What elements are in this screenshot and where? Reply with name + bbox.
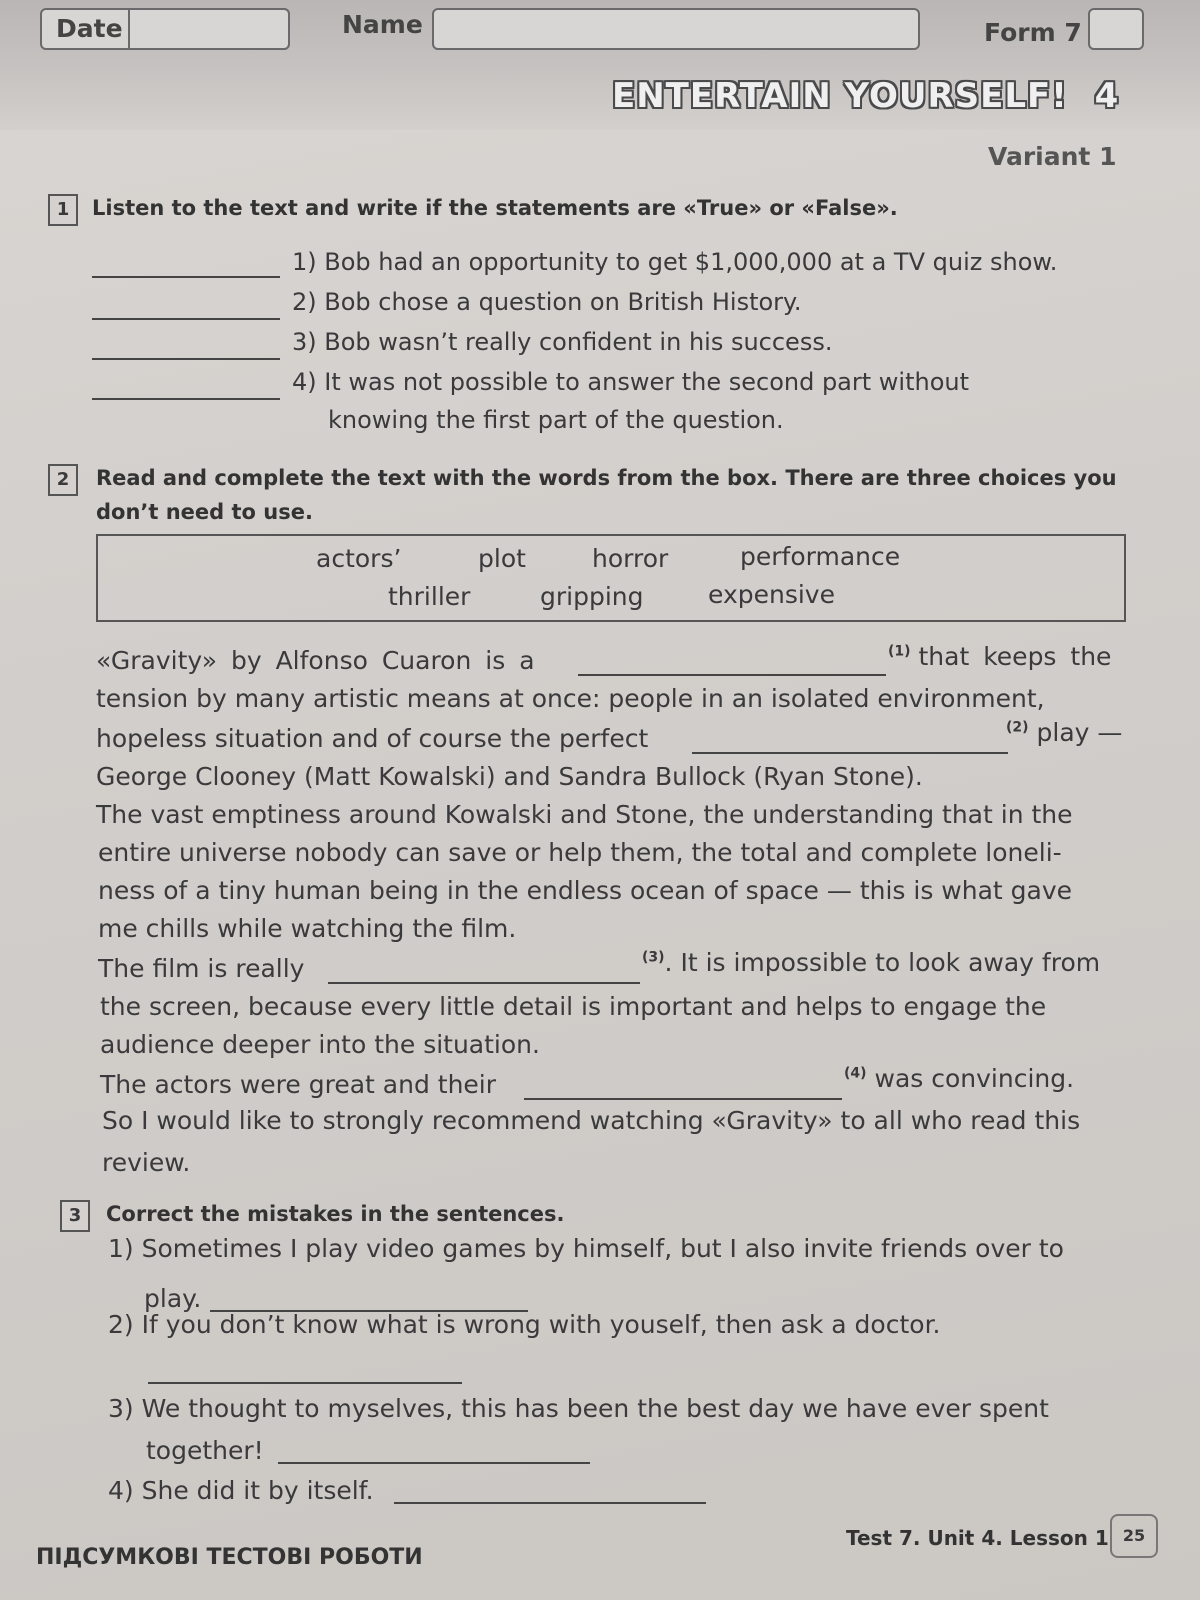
exercise-2-instruction-2: don’t need to use.: [96, 500, 313, 524]
text-line-14: review.: [102, 1148, 191, 1177]
name-field[interactable]: [432, 8, 920, 50]
page-number: 25: [1110, 1514, 1158, 1558]
word-thriller: thriller: [388, 582, 471, 611]
date-field[interactable]: [128, 8, 290, 50]
exercise-1-instruction: Listen to the text and write if the statements are «True» or «False».: [92, 196, 898, 220]
variant-label: Variant 1: [988, 142, 1117, 171]
text-line-8: me chills while watching the film.: [98, 914, 517, 943]
gap-3[interactable]: [328, 982, 640, 984]
date-label: Date: [56, 14, 123, 43]
form-label: Form 7: [984, 18, 1082, 47]
gap-2-marker: (2): [1006, 719, 1029, 736]
text-line-5: The vast emptiness around Kowalski and Stone, the understanding that in the: [96, 800, 1073, 829]
name-label: Name: [342, 10, 423, 39]
text-line-1a: «Gravity» by Alfonso Cuaron is a: [96, 646, 535, 675]
gap-4[interactable]: [524, 1098, 842, 1100]
gap-2[interactable]: [692, 752, 1008, 754]
answer-blank-1-2[interactable]: [92, 318, 280, 320]
gap-4-marker: (4): [844, 1065, 867, 1082]
page-title: [612, 76, 1119, 116]
statement-2: 2) Bob chose a question on British History.: [292, 288, 802, 316]
word-box: [96, 534, 1126, 622]
sentence-1a: 1) Sometimes I play video games by himself, but I also invite friends over to: [108, 1234, 1064, 1263]
text-line-12b-text: was convincing.: [874, 1064, 1075, 1093]
footer-book-title: ПІДСУМКОВІ ТЕСТОВІ РОБОТИ: [36, 1545, 423, 1570]
word-gripping: gripping: [540, 582, 644, 611]
footer-lesson: Test 7. Unit 4. Lesson 1: [846, 1526, 1109, 1550]
sentence-3a: 3) We thought to myselves, this has been the best day we have ever spent: [108, 1394, 1049, 1423]
title-number: 4: [1094, 76, 1120, 116]
text-line-11: audience deeper into the situation.: [100, 1030, 540, 1059]
text-line-2: tension by many artistic means at once: people in an isolated environment,: [96, 684, 1045, 713]
exercise-2-number: 2: [48, 464, 78, 496]
word-horror: horror: [592, 544, 669, 573]
correction-blank-2[interactable]: [148, 1382, 462, 1384]
text-line-3b-text: play —: [1036, 718, 1123, 747]
text-line-10: the screen, because every little detail is important and helps to engage the: [100, 992, 1047, 1021]
exercise-3-instruction: Correct the mistakes in the sentences.: [106, 1202, 565, 1226]
text-line-12b: [844, 1064, 1074, 1093]
text-line-9b-text: . It is impossible to look away from: [664, 948, 1101, 977]
correction-blank-3[interactable]: [278, 1462, 590, 1464]
word-expensive: expensive: [708, 580, 835, 609]
sentence-3b: together!: [146, 1436, 264, 1465]
text-line-9b: [642, 948, 1100, 977]
sentence-1b: play.: [144, 1284, 202, 1313]
word-actors: actors’: [316, 544, 402, 573]
text-line-1b: [888, 642, 1111, 671]
word-plot: plot: [478, 544, 526, 573]
text-line-12a: The actors were great and their: [100, 1070, 497, 1099]
statement-3: 3) Bob wasn’t really confident in his success.: [292, 328, 833, 356]
text-line-6: entire universe nobody can save or help them, the total and complete loneli-: [98, 838, 1062, 867]
text-line-3a: hopeless situation and of course the perfect: [96, 724, 649, 753]
exercise-3-number: 3: [60, 1200, 90, 1232]
statement-1: 1) Bob had an opportunity to get $1,000,000 at a TV quiz show.: [292, 248, 1058, 276]
answer-blank-1-3[interactable]: [92, 358, 280, 360]
exercise-2-instruction-1: Read and complete the text with the words from the box. There are three choices you: [96, 466, 1117, 490]
exercise-1-number: 1: [48, 194, 78, 226]
correction-blank-4[interactable]: [394, 1502, 706, 1504]
word-performance: performance: [740, 542, 901, 571]
text-line-7: ness of a tiny human being in the endless ocean of space — this is what gave: [98, 876, 1073, 905]
text-line-4: George Clooney (Matt Kowalski) and Sandra Bullock (Ryan Stone).: [96, 762, 923, 791]
answer-blank-1-1[interactable]: [92, 276, 280, 278]
answer-blank-1-4[interactable]: [92, 398, 280, 400]
gap-1-marker: (1): [888, 643, 911, 660]
text-line-9a: The film is really: [98, 954, 305, 983]
gap-3-marker: (3): [642, 949, 665, 966]
gap-1[interactable]: [578, 674, 886, 676]
text-line-3b: [1006, 718, 1122, 747]
statement-4-cont: knowing the first part of the question.: [328, 406, 784, 434]
statement-4: 4) It was not possible to answer the second part without: [292, 368, 970, 396]
title-text: ENTERTAIN YOURSELF!: [612, 76, 1068, 116]
form-field[interactable]: [1088, 8, 1144, 50]
text-line-1b-text: that keeps the: [918, 642, 1112, 671]
sentence-2: 2) If you don’t know what is wrong with youself, then ask a doctor.: [108, 1310, 941, 1339]
text-line-13: So I would like to strongly recommend watching «Gravity» to all who read this: [102, 1106, 1081, 1135]
sentence-4: 4) She did it by itself.: [108, 1476, 374, 1505]
